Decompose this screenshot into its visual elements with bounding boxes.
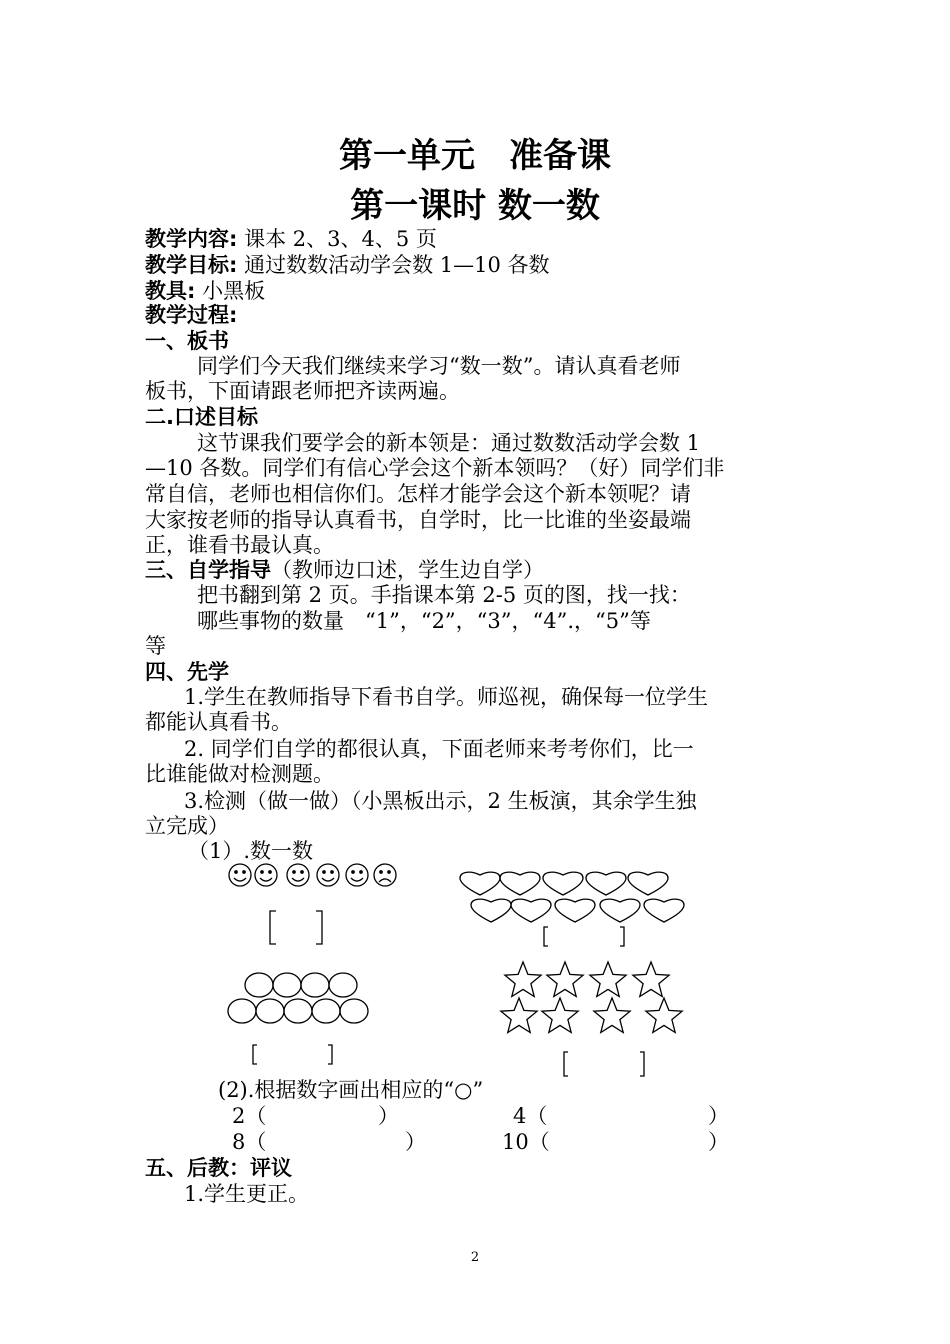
section-3-text: 等 [145, 634, 166, 658]
section-4-item: 比谁能做对检测题。 [145, 762, 334, 786]
fill-blank-2-close: ） [378, 1104, 399, 1128]
section-2-text: 这节课我们要学会的新本领是：通过数数活动学会数 1 [197, 431, 701, 455]
lesson-title: 第一课时 数一数 [350, 186, 600, 226]
star-icon [633, 962, 669, 997]
heart-icon [600, 899, 640, 922]
section-2-text: 常自信，老师也相信你们。怎样才能学会这个新本领呢？请 [145, 482, 691, 506]
heart-icon [628, 872, 668, 895]
section-5-heading: 五、后教：评议 [145, 1156, 292, 1180]
circle-icon [284, 999, 312, 1023]
section-1-text: 同学们今天我们继续来学习“数一数”。请认真看老师 [197, 354, 681, 378]
smiley-icon [346, 864, 368, 886]
section-4-heading: 四、先学 [145, 660, 229, 684]
star-icon [646, 998, 682, 1033]
section-4-item: 都能认真看书。 [145, 710, 292, 734]
section-1-heading: 一、板书 [145, 329, 229, 353]
process-label: 教学过程: [145, 303, 238, 327]
heart-icon [460, 872, 500, 895]
smiley-icon [255, 864, 277, 886]
answer-bracket-left [270, 911, 276, 944]
circle-icon [228, 999, 256, 1023]
answer-bracket-left [564, 1052, 568, 1076]
section-2-heading: 二.口述目标 [145, 405, 258, 429]
star-icon [590, 962, 626, 997]
section-2-text: 正，谁看书最认真。 [145, 533, 334, 557]
section-4-item: 1.学生在教师指导下看书自学。师巡视，确保每一位学生 [184, 685, 709, 709]
question-2-label: (2).根据数字画出相应的“○” [218, 1078, 484, 1102]
tools-text: 小黑板 [202, 279, 266, 303]
star-icon [594, 998, 630, 1033]
section-4-item: 2. 同学们自学的都很认真，下面老师来考考你们，比一 [184, 737, 694, 761]
answer-bracket-right [316, 911, 322, 944]
section-4-item: 立完成） [145, 814, 229, 838]
circle-icon [301, 973, 329, 997]
section-3-text: 把书翻到第 2 页。手指课本第 2-5 页的图，找一找： [197, 583, 691, 607]
fill-blank-4-close: ） [708, 1104, 729, 1128]
section-5-item: 1.学生更正。 [184, 1182, 310, 1206]
heart-icon [543, 872, 583, 895]
smiley-icon [317, 864, 339, 886]
fill-blank-8-open: 8（ [232, 1130, 267, 1154]
answer-bracket-left [544, 927, 548, 946]
star-icon [505, 962, 541, 997]
heart-icon [500, 872, 540, 895]
question-1-label: （1）.数一数 [188, 839, 314, 863]
section-2-text: 大家按老师的指导认真看书，自学时，比一比谁的坐姿最端 [145, 508, 691, 532]
star-icon [542, 998, 578, 1033]
circle-icon [245, 973, 273, 997]
fill-blank-4-open: 4（ [513, 1104, 548, 1128]
fill-blank-2-open: 2（ [232, 1104, 267, 1128]
answer-bracket-left [253, 1045, 257, 1064]
heart-icon [531, 911, 571, 934]
unit-title: 第一单元 准备课 [339, 136, 611, 176]
answer-bracket-right [620, 927, 624, 946]
answer-bracket-right [328, 1045, 332, 1064]
circle-icon [340, 999, 368, 1023]
answer-bracket-right [640, 1052, 644, 1076]
circle-icon [273, 973, 301, 997]
page-number: 2 [470, 1250, 480, 1265]
heart-icon [471, 899, 511, 922]
circle-icon [256, 999, 284, 1023]
section-3-note: （教师边口述，学生边自学） [271, 558, 544, 582]
heart-icon [586, 872, 626, 895]
circle-icon [312, 999, 340, 1023]
tools-label: 教具: [145, 279, 196, 303]
star-icon [547, 962, 583, 997]
star-icon [501, 998, 537, 1033]
smiley-icon [229, 864, 251, 886]
circle-icon [329, 973, 357, 997]
content-text: 课本 2、3、4、5 页 [244, 227, 437, 251]
section-3-text: 哪些事物的数量 “1”，“2”，“3”，“4”.，“5”等 [197, 609, 651, 633]
goal-text: 通过数数活动学会数 1—10 各数 [244, 253, 550, 277]
heart-icon [644, 899, 684, 922]
section-3-heading: 三、自学指导 [145, 558, 271, 582]
smiley-icon [287, 864, 309, 886]
fill-blank-10-open: 10（ [502, 1130, 550, 1154]
section-4-item: 3.检测（做一做）（小黑板出示，2 生板演，其余学生独 [184, 789, 697, 813]
section-2-text: —10 各数。同学们有信心学会这个新本领吗？（好）同学们非 [145, 456, 725, 480]
content-label: 教学内容: [145, 227, 238, 251]
frown-icon [374, 864, 396, 886]
fill-blank-8-close: ） [405, 1130, 426, 1154]
section-1-text: 板书，下面请跟老师把齐读两遍。 [145, 379, 460, 403]
goal-label: 教学目标: [145, 253, 238, 277]
fill-blank-10-close: ） [708, 1130, 729, 1154]
